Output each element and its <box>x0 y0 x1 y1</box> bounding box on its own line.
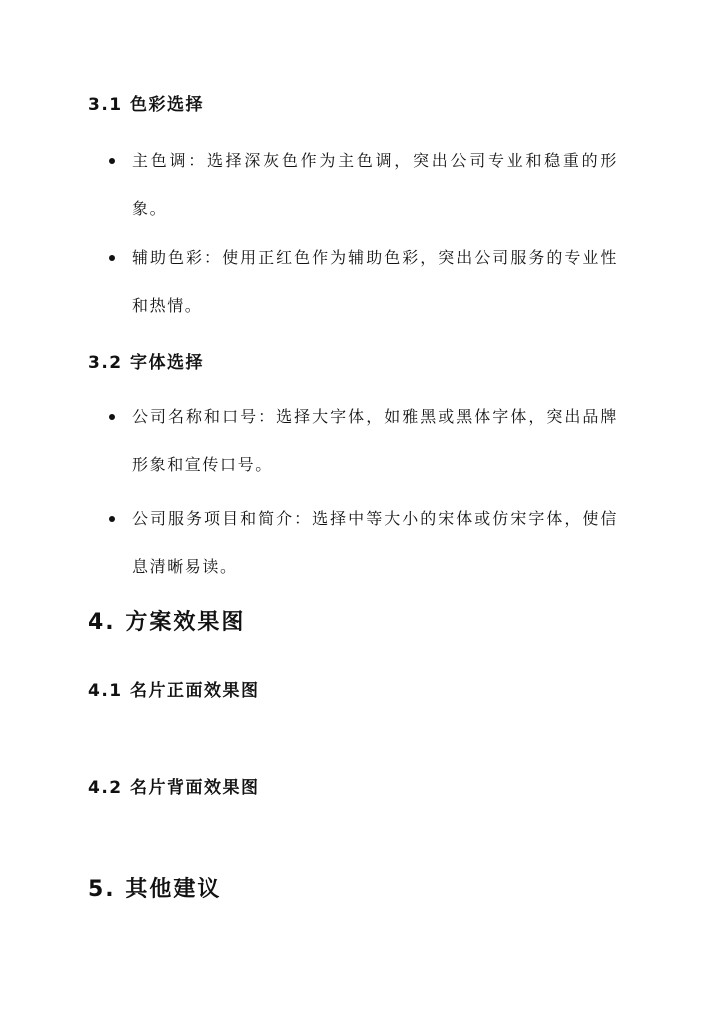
bullet-icon <box>109 414 115 420</box>
list-item-accent-color: 辅助色彩：使用正红色作为辅助色彩，突出公司服务的专业性和热情。 <box>132 248 618 315</box>
section-heading-4: 4. 方案效果图 <box>88 610 246 635</box>
section-heading-5: 5. 其他建议 <box>88 877 222 902</box>
section-heading-4-1: 4.1 名片正面效果图 <box>88 681 260 701</box>
section-heading-3-2: 3.2 字体选择 <box>88 353 205 373</box>
bullet-icon <box>109 158 115 164</box>
list-item-main-color: 主色调：选择深灰色作为主色调，突出公司专业和稳重的形象。 <box>132 151 618 218</box>
section-heading-3-1: 3.1 色彩选择 <box>88 95 205 115</box>
section-heading-4-2: 4.2 名片背面效果图 <box>88 778 260 798</box>
list-item-company-name-font: 公司名称和口号：选择大字体，如雅黑或黑体字体，突出品牌形象和宣传口号。 <box>132 407 618 474</box>
bullet-icon <box>109 255 115 261</box>
bullet-icon <box>109 516 115 522</box>
list-item-service-font: 公司服务项目和简介：选择中等大小的宋体或仿宋字体，使信息清晰易读。 <box>132 509 618 576</box>
